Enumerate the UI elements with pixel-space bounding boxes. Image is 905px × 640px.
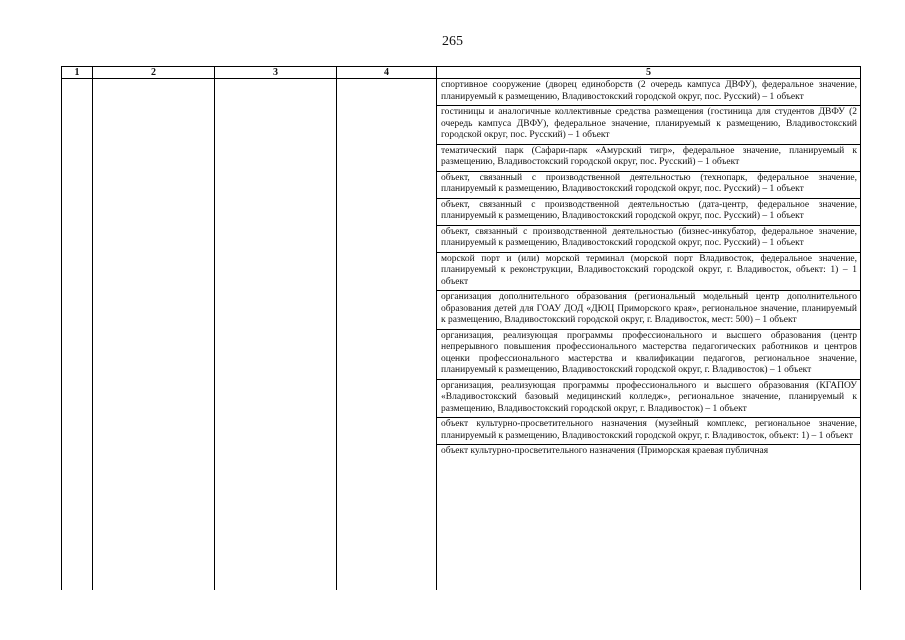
column-header-3: 3 — [215, 67, 337, 79]
list-item: тематический парк (Сафари-парк «Амурский тигр», федеральное значение, планируемый к размещению, Владивостокский городской округ, пос. Русский) – 1 объект — [437, 145, 860, 172]
list-item: морской порт и (или) морской терминал (морской порт Владивосток, федеральное значение, планируемый к реконструкции, Владивостокский городской округ, г. Владивосток, объект: 1) – 1 объект — [437, 253, 860, 292]
cell-column-5 — [437, 79, 861, 590]
table-row — [62, 79, 861, 590]
column-header-5: 5 — [437, 67, 861, 79]
column-header-1: 1 — [62, 67, 93, 79]
cell-column-1 — [62, 79, 93, 590]
list-item: организация дополнительного образования (региональный модельный центр дополнительного образования детей для ГОАУ ДОД «ДЮЦ Приморского края», региональное значение, планируемый к размещению, Владивостокский городской округ, г. Владивосток, мест: 500) – 1 объект — [437, 291, 860, 330]
page-number: 265 — [442, 34, 463, 49]
table-header-row — [62, 67, 861, 79]
column-header-4: 4 — [337, 67, 437, 79]
list-item: объект, связанный с производственной деятельностью (технопарк, федеральное значение, планируемый к размещению, Владивостокский городской округ, пос. Русский) – 1 объект — [437, 172, 860, 199]
list-item: объект культурно-просветительного назначения (музейный комплекс, региональное значение, планируемый к размещению, Владивостокский городской округ, г. Владивосток, объект: 1) – 1 объект — [437, 418, 860, 445]
list-item: объект, связанный с производственной деятельностью (бизнес-инкубатор, федеральное значение, планируемый к размещению, Владивостокский городской округ, пос. Русский) – 1 объект — [437, 226, 860, 253]
list-item: объект культурно-просветительного назначения (Приморская краевая публичная — [441, 446, 769, 456]
list-item: организация, реализующая программы профессионального и высшего образования (центр непрерывного повышения профессионального мастерства педагогических работников и центров оценки профессионального мастерства и квалификации педагогов, региональное значение, планируемый к размещению, Владивостокский городской округ, г. Владивосток) – 1 объект — [437, 330, 860, 380]
cell-column-2 — [93, 79, 215, 590]
list-item: организация, реализующая программы профессионального и высшего образования (КГАПОУ «Владивостокский базовый медицинский колледж», региональное значение, планируемый к размещению, Владивостокский городской округ, г. Владивосток) – 1 объект — [437, 380, 860, 419]
cell-column-3 — [215, 79, 337, 590]
column-header-2: 2 — [93, 67, 215, 79]
cell-column-4 — [337, 79, 437, 590]
list-item: гостиницы и аналогичные коллективные средства размещения (гостиница для студентов ДВФУ (2 очередь кампуса ДВФУ), федеральное значение, планируемый к размещению, Владивостокский городской округ, пос. Русский) – 1 объект — [437, 106, 860, 145]
list-item: объект, связанный с производственной деятельностью (дата-центр, федеральное значение, планируемый к размещению, Владивостокский городской округ, пос. Русский) – 1 объект — [437, 199, 860, 226]
document-table — [61, 66, 861, 590]
list-item: спортивное сооружение (дворец единоборств (2 очередь кампуса ДВФУ), федеральное значение, планируемый к размещению, Владивостокский городской округ, пос. Русский) – 1 объект — [437, 79, 860, 106]
